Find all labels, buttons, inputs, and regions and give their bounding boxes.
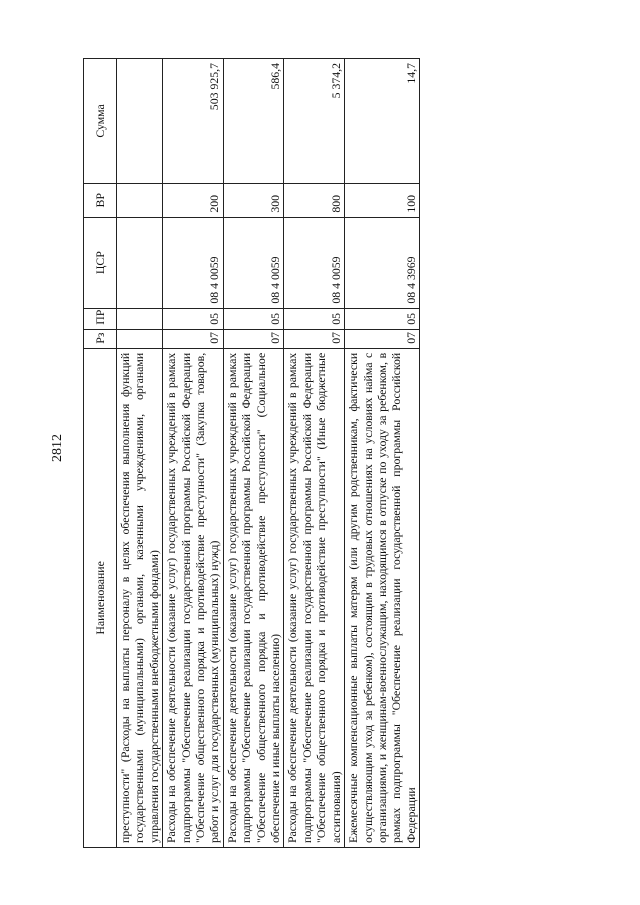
header-vr: ВР <box>84 183 117 217</box>
row-rz: 07 <box>163 329 224 348</box>
row-pr: 05 <box>345 308 420 329</box>
row-name: Расходы на обеспечение деятельности (оказание услуг) государственных учреждений в рамках подпрограммы "Обеспечение реализации государственной программы Российской Федерации "Обеспечение общественного порядка и противодействие преступности" (Иные бюджетные ассигнования) <box>284 348 345 847</box>
table-row <box>163 59 224 848</box>
row-rz: 07 <box>284 329 345 348</box>
header-rz: Рз <box>84 329 117 348</box>
row-sum: 5 374,2 <box>284 59 345 184</box>
row-csr: 08 4 0059 <box>163 217 224 308</box>
row-name: Расходы на обеспечение деятельности (оказание услуг) государственных учреждений в рамках подпрограммы "Обеспечение реализации государственной программы Российской Федерации "Обеспечение общественного порядка и противодействие преступности" (Социальное обеспечение и иные выплаты населению) <box>223 348 284 847</box>
rotated-page <box>83 58 601 848</box>
row-rz <box>117 329 163 348</box>
row-sum: 586,4 <box>223 59 284 184</box>
row-rz: 07 <box>345 329 420 348</box>
table-row <box>223 59 284 848</box>
row-name: Расходы на обеспечение деятельности (оказание услуг) государственных учреждений в рамках подпрограммы "Обеспечение реализации государственной программы Российской Федерации "Обеспечение общественного порядка и противодействие преступности" (Закупка товаров, работ и услуг для государственных (муниципальных) нужд) <box>163 348 224 847</box>
row-vr: 200 <box>163 183 224 217</box>
table-header-row <box>84 59 117 848</box>
budget-table <box>83 58 420 848</box>
table-row <box>284 59 345 848</box>
page-number: 2812 <box>50 434 65 462</box>
row-vr <box>117 183 163 217</box>
row-vr: 300 <box>223 183 284 217</box>
row-sum: 14,7 <box>345 59 420 184</box>
row-csr: 08 4 0059 <box>223 217 284 308</box>
row-name: преступности" (Расходы на выплаты персоналу в целях обеспечения выполнения функций государственными (муниципальными) органами, казенными учреждениями, органами управления государственными внебюджетными фондами) <box>117 348 163 847</box>
row-vr: 100 <box>345 183 420 217</box>
row-csr: 08 4 0059 <box>284 217 345 308</box>
row-csr: 08 4 3969 <box>345 217 420 308</box>
header-csr: ЦСР <box>84 217 117 308</box>
row-sum: 503 925,7 <box>163 59 224 184</box>
table-row <box>345 59 420 848</box>
row-pr: 05 <box>284 308 345 329</box>
row-csr <box>117 217 163 308</box>
header-sum: Сумма <box>84 59 117 184</box>
row-name: Ежемесячные компенсационные выплаты матерям (или другим родственникам, фактически осуществляющим уход за ребенком), состоящим в трудовых отношениях на условиях найма с организациями, и женщинам-военнослужащим, находящимся в отпуске по уходу за ребенком, в рамках подпрограммы "Обеспечение реализации государственной программы Российской Федерации <box>345 348 420 847</box>
row-pr <box>117 308 163 329</box>
row-sum <box>117 59 163 184</box>
row-pr: 05 <box>223 308 284 329</box>
row-rz: 07 <box>223 329 284 348</box>
row-pr: 05 <box>163 308 224 329</box>
row-vr: 800 <box>284 183 345 217</box>
header-name: Наименование <box>84 348 117 847</box>
table-row <box>117 59 163 848</box>
header-pr: ПР <box>84 308 117 329</box>
